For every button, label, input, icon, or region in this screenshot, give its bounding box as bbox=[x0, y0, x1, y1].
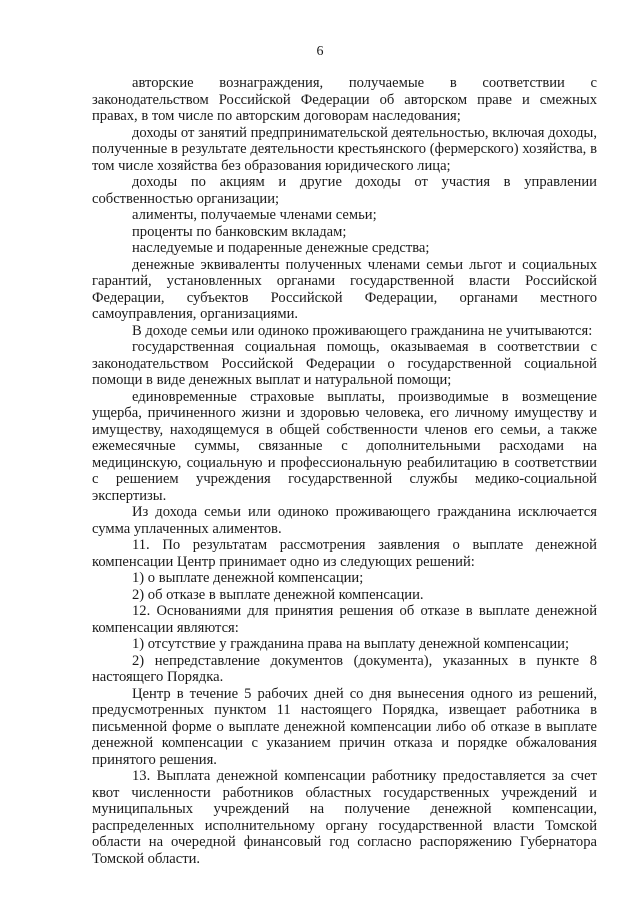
paragraph-center-notification: Центр в течение 5 рабочих дней со дня вынесения одного из решений, предусмотренных пунктом 11 настоящего Порядка, извещает работника в письменной форме о выплате денежной компенсации либо об отказе в выплате денежной компенсации с указанием причин отказа и порядке обжалования принятого решения. bbox=[92, 685, 597, 768]
paragraph-item-12-reason-1: 1) отсутствие у гражданина права на выплату денежной компенсации; bbox=[132, 636, 570, 652]
paragraph-item-12-reason-2: 2) непредставление документов (документа), указанных в пункте 8 настоящего Порядка. bbox=[92, 652, 597, 685]
paragraph-share-income: доходы по акциям и другие доходы от участия в управлении собственностью организации; bbox=[92, 174, 597, 207]
paragraph-benefit-equivalents: денежные эквиваленты полученных членами семьи льгот и социальных гарантий, установленных органами государственной власти Российской Федерации, субъектов Российской Федерации, органами местного самоуправления, организациями. bbox=[92, 256, 597, 322]
paragraph-item-11: 11. По результатам рассмотрения заявления о выплате денежной компенсации Центр принимает одно из следующих решений: bbox=[92, 537, 597, 570]
paragraph-business-income: доходы от занятий предпринимательской деятельностью, включая доходы, полученные в результате деятельности крестьянского (фермерского) хозяйства, в том числе хозяйства без образования юридического лица; bbox=[92, 124, 597, 174]
paragraph-not-counted-heading: В доходе семьи или одиноко проживающего гражданина не учитываются: bbox=[132, 322, 593, 339]
paragraph-bank-interest: проценты по банковским вкладам; bbox=[132, 223, 347, 240]
paragraph-item-11-option-1: 1) о выплате денежной компенсации; bbox=[132, 570, 364, 586]
paragraph-alimony: алименты, получаемые членами семьи; bbox=[132, 207, 377, 223]
page-number: 6 bbox=[316, 44, 324, 59]
paragraph-item-12: 12. Основаниями для принятия решения об отказе в выплате денежной компенсации являются: bbox=[92, 603, 597, 636]
document-body bbox=[92, 75, 597, 867]
paragraph-author-royalties: авторские вознаграждения, получаемые в соответствии с законодательством Российской Федерации об авторском праве и смежных правах, в том числе по авторским договорам наследования; bbox=[92, 75, 597, 124]
paragraph-state-social-aid: государственная социальная помощь, оказываемая в соответствии с законодательством Российской Федерации о государственной социальной помощи в виде денежных выплат и натуральной помощи; bbox=[92, 339, 597, 388]
paragraph-insurance-payments: единовременные страховые выплаты, производимые в возмещение ущерба, причиненного жизни и здоровью человека, его личному имуществу и имуществу, находящемуся в общей собственности членов его семьи, а также ежемесячные суммы, связанные с дополнительными расходами на медицинскую, социальную и профессиональную реабилитацию в соответствии с решением учреждения государственной службы медико-социальной экспертизы. bbox=[92, 388, 597, 504]
paragraph-item-11-option-2: 2) об отказе в выплате денежной компенсации. bbox=[132, 586, 424, 603]
paragraph-item-13: 13. Выплата денежной компенсации работнику предоставляется за счет квот численности работников областных государственных учреждений и муниципальных учреждений на получение денежной компенсации, распределенных исполнительному органу государственной власти Томской области на очередной финансовый год согласно распоряжению Губернатора Томской области. bbox=[92, 768, 597, 867]
paragraph-alimony-excluded: Из дохода семьи или одиноко проживающего гражданина исключается сумма уплаченных алиментов. bbox=[92, 504, 597, 537]
paragraph-inherited-funds: наследуемые и подаренные денежные средства; bbox=[132, 240, 430, 256]
